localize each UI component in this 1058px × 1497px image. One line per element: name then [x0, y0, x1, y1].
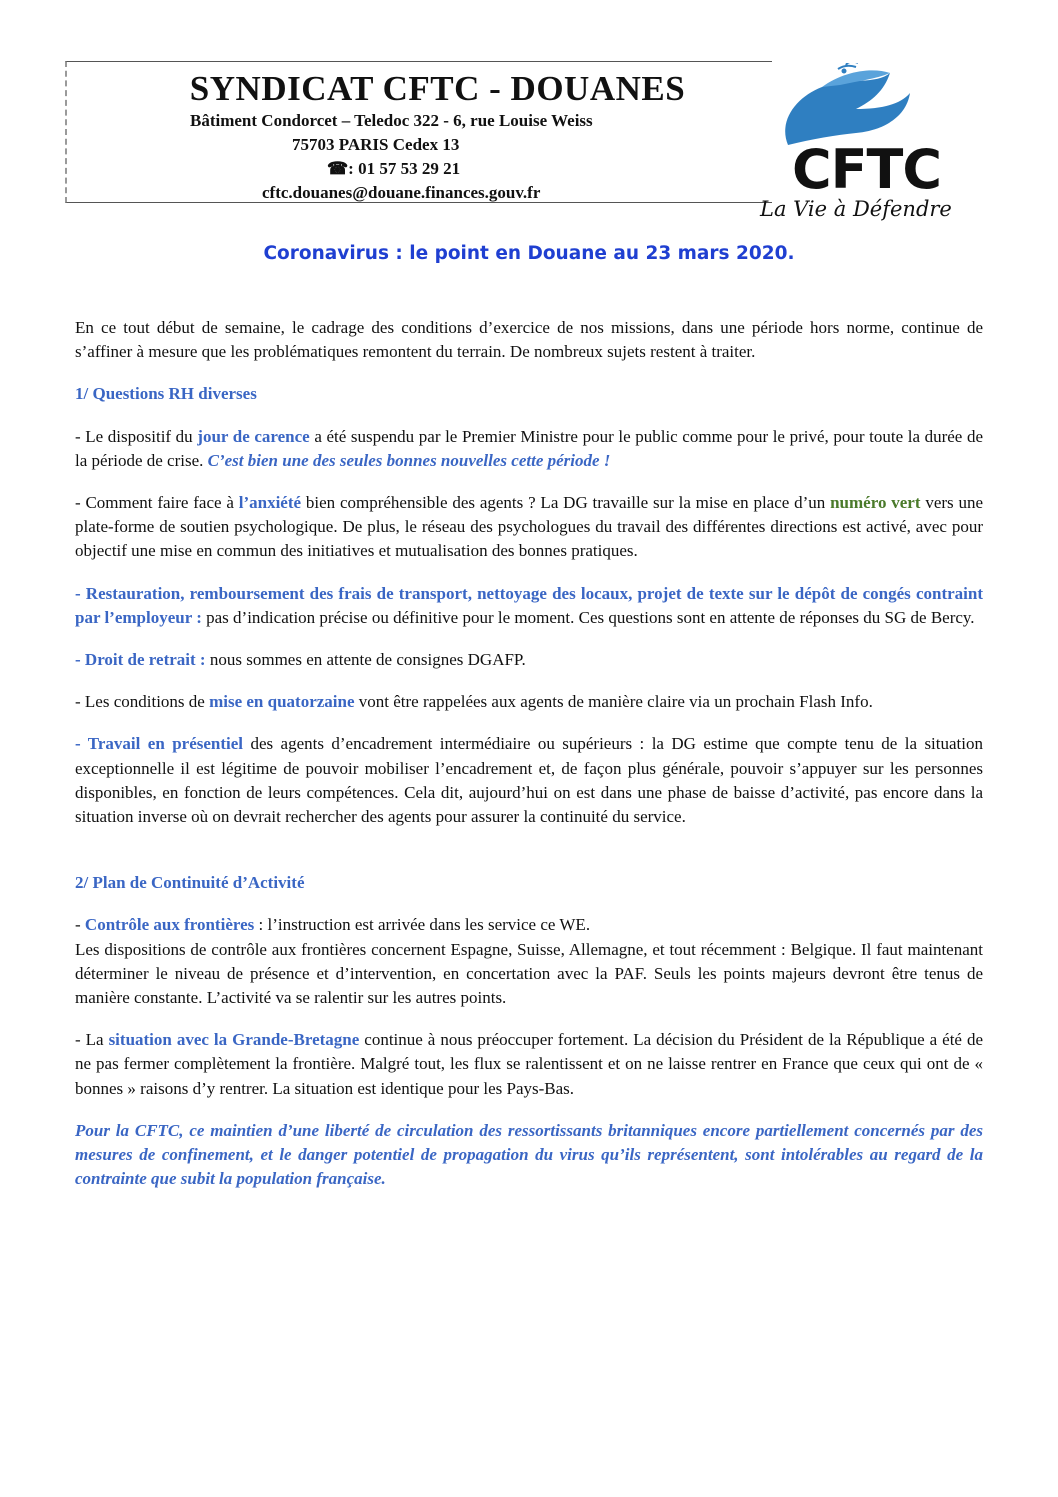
paragraph-droit-de-retrait: - Droit de retrait : nous sommes en attente de consignes DGAFP.: [75, 650, 526, 670]
phone-number: 01 57 53 29 21: [358, 159, 461, 178]
address-line-2: 75703 PARIS Cedex 13: [292, 135, 460, 154]
paragraph-dispositions: Les dispositions de contrôle aux frontières concernent Espagne, Suisse, Allemagne, et tout récemment : Belgique. Il faut maintenant déterminer le niveau de présence et d’intervention, en concertation avec la PAF. Seuls les points majeurs devront être tenus de manière constante. L’activité va se ralentir sur les autres points.: [75, 939, 983, 1008]
section2-heading: 2/ Plan de Continuité d’Activité: [75, 873, 305, 893]
phone-line: [327, 158, 460, 180]
phone-icon: ☎:: [327, 159, 359, 178]
conclusion-paragraph: Pour la CFTC, ce maintien d’une liberté de circulation des ressortissants britanniques encore partiellement concernés par des mesures de confinement, et le danger potentiel de propagation du virus qu’ils représentent, sont intolérables au regard de la contrainte que subit la population française.: [75, 1120, 983, 1189]
paragraph-restauration: - Restauration, remboursement des frais de transport, nettoyage des locaux, projet de texte sur le dépôt de congés contraint par l’employeur : pas d’indication précise ou définitive pour le moment. Ces questions sont en attente de réponses du SG de Bercy.: [75, 583, 983, 627]
paragraph-anxiete: - Comment faire face à l’anxiété bien compréhensible des agents ? La DG travaille sur la mise en place d’un numéro vert vers une plate-forme de soutien psychologique. De plus, le réseau des psychologues du travail des différentes directions est activé, avec pour objectif une mise en commun des initiatives et mutualisation des bonnes pratiques.: [75, 493, 983, 561]
section1-heading: 1/ Questions RH diverses: [75, 384, 257, 404]
logo-tagline: La Vie à Défendre: [760, 197, 952, 221]
document-body: [75, 316, 983, 1191]
paragraph-controle-frontieres: - Contrôle aux frontières : l’instruction est arrivée dans les service ce WE.: [75, 915, 591, 935]
document-title: Coronavirus : le point en Douane au 23 mars 2020.: [263, 243, 795, 264]
paragraph-grande-bretagne: - La situation avec la Grande-Bretagne continue à nous préoccuper fortement. La décision du Président de la République a été de ne pas fermer complètement la frontière. Malgré tout, les flux se ralentissent et on ne laisse rentrer en France que ceux qui ont de « bonnes » raisons d’y rentrer. La situation est identique pour les Pays-Bas.: [75, 1030, 984, 1098]
paragraph-presentiel: - Travail en présentiel des agents d’encadrement intermédiaire ou supérieurs : la DG estime que compte tenu de la situation exceptionnelle il est légitime de pouvoir mobiliser l’encadrement et, de façon plus générale, pouvoir s’appuyer sur les personnes disponibles, en fonction de leurs compétences. Cela dit, aujourd’hui on est dans une phase de baisse d’activité, pas encore dans la situation inverse où on devrait rechercher des agents pour assurer la continuité du service.: [75, 734, 983, 827]
paragraph-jour-de-carence: - Le dispositif du jour de carence a été suspendu par le Premier Ministre pour le public comme pour le privé, pour toute la durée de la période de crise. C’est bien une des seules bonnes nouvelles cette période !: [75, 426, 983, 470]
email-address: cftc.douanes@douane.finances.gouv.fr: [262, 183, 541, 202]
paragraph-quatorzaine: - Les conditions de mise en quatorzaine vont être rappelées aux agents de manière claire via un prochain Flash Info.: [75, 692, 873, 712]
logo-text: CFTC: [792, 138, 941, 201]
org-name: SYNDICAT CFTC - DOUANES: [189, 69, 686, 108]
address-line-1: Bâtiment Condorcet – Teledoc 322 - 6, rue Louise Weiss: [190, 111, 593, 130]
intro-paragraph: En ce tout début de semaine, le cadrage des conditions d’exercice de nos missions, dans une période hors norme, continue de s’affiner à mesure que les problématiques remontent du terrain. De nombreux sujets restent à traiter.: [75, 318, 983, 362]
